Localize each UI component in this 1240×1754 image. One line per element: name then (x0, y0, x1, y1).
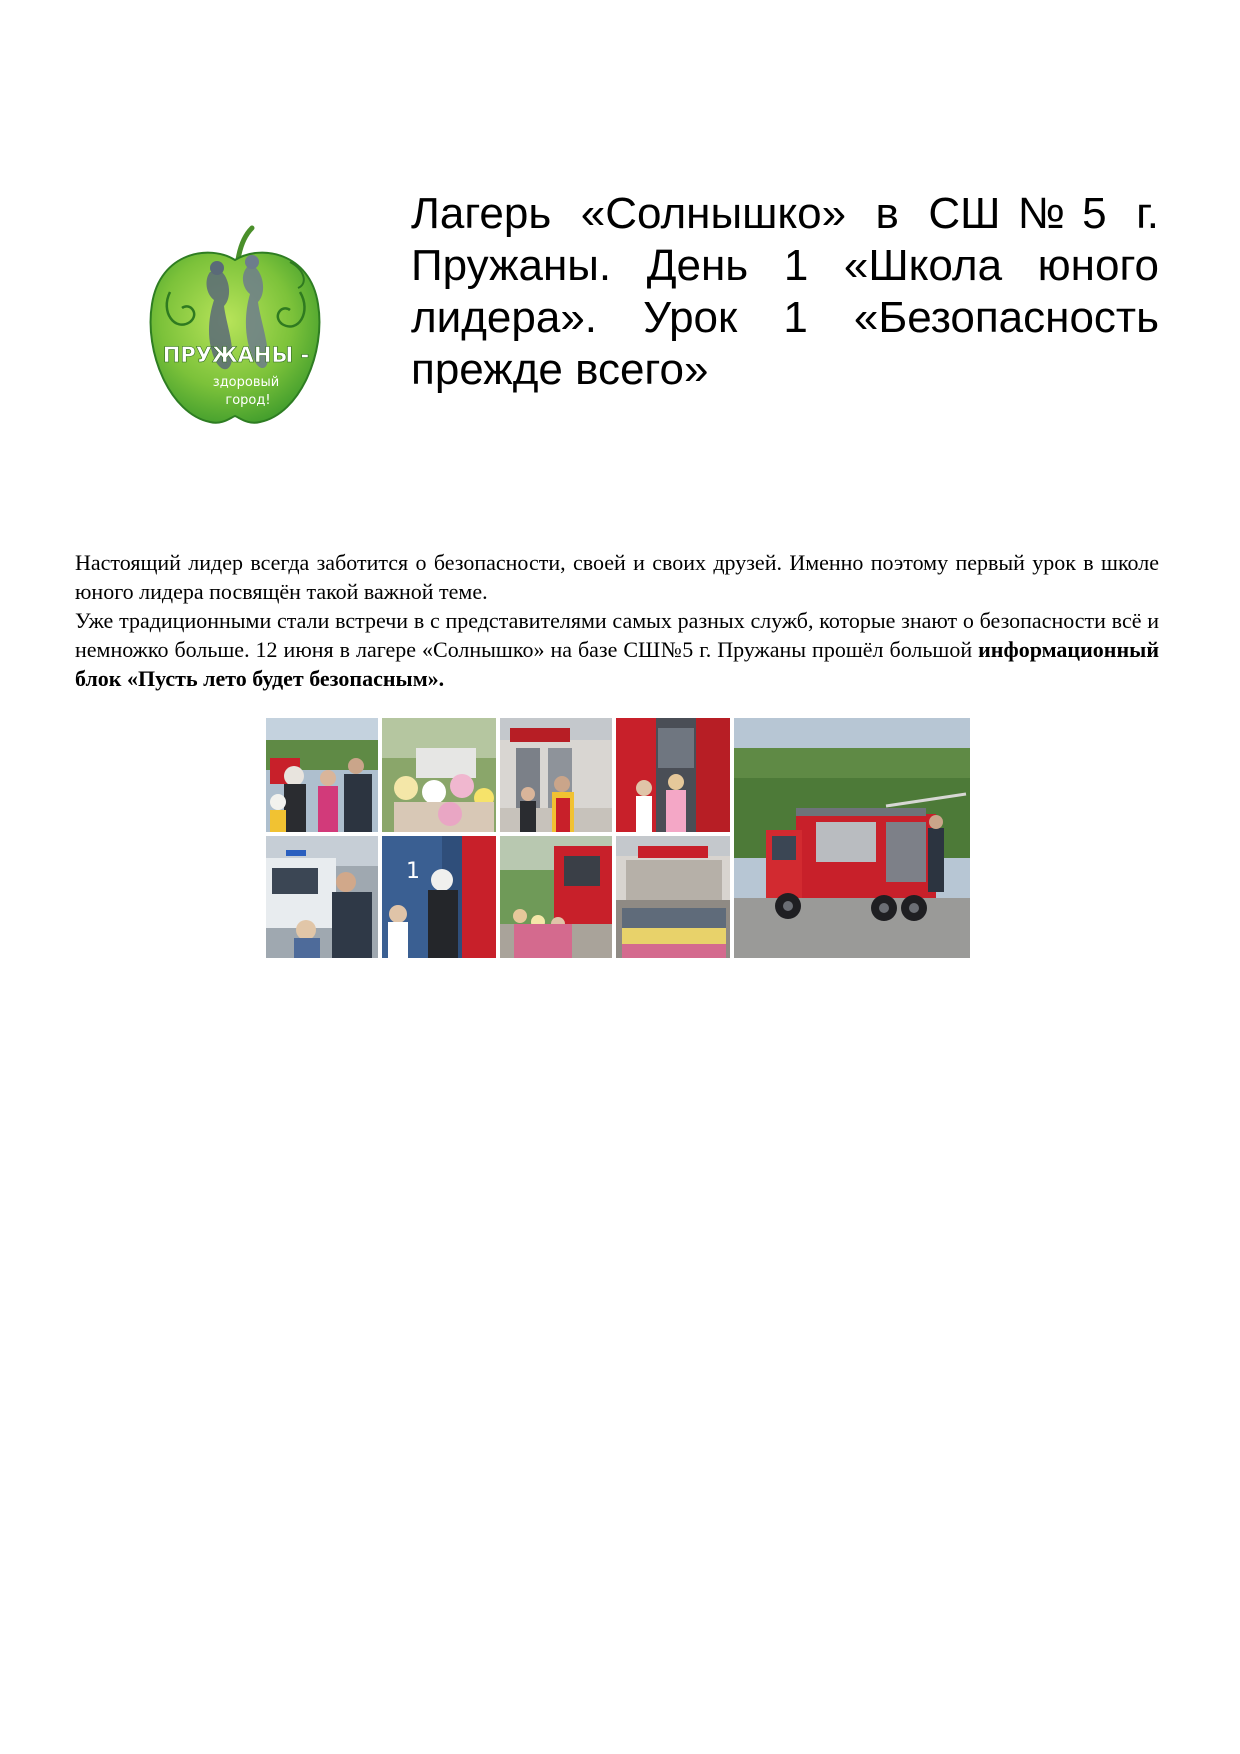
paragraph-2-bold: информационный блок «Пусть лето будет безопасным». (75, 637, 1159, 691)
photo-collage (266, 718, 970, 958)
collage-svg (266, 718, 970, 958)
photo-school-entrance (500, 718, 612, 832)
photo-children-by-fire-truck (616, 718, 730, 832)
photo-police-car-with-children (266, 836, 378, 958)
logo-line3: город! (225, 393, 271, 408)
photo-fire-truck-demonstration (734, 718, 970, 958)
apple-logo-icon (140, 222, 330, 432)
article-body (75, 548, 1159, 693)
paragraph-1: Настоящий лидер всегда заботится о безопасности, своей и своих друзей. Именно поэтому первый урок в школе юного лидера посвящён такой важной теме. (75, 550, 1159, 604)
paragraph-2 (75, 606, 1159, 693)
logo-line2: здоровый (212, 375, 280, 390)
logo-line1: ПРУЖАНЫ - (162, 343, 310, 367)
svg-text:1: 1 (406, 859, 420, 884)
photo-child-in-fire-suit (382, 836, 496, 958)
photo-group-at-school (616, 836, 730, 958)
photo-firefighters-with-children (266, 718, 378, 832)
article-title: Лагерь «Солнышко» в СШ№5 г. Пружаны. День 1 «Школа юного лидера». Урок 1 «Безопасность прежде всего» (411, 189, 1159, 394)
paragraph-2-text: Уже традиционными стали встречи в с представителями самых разных служб, которые знают о безопасности всё и немножко больше. 12 июня в лагере «Солнышко» на базе СШ№5 г. Пружаны прошёл большой (75, 608, 1159, 662)
photo-children-at-truck-cabin (500, 836, 612, 958)
logo (140, 222, 330, 432)
photo-children-in-helmets (382, 718, 496, 832)
